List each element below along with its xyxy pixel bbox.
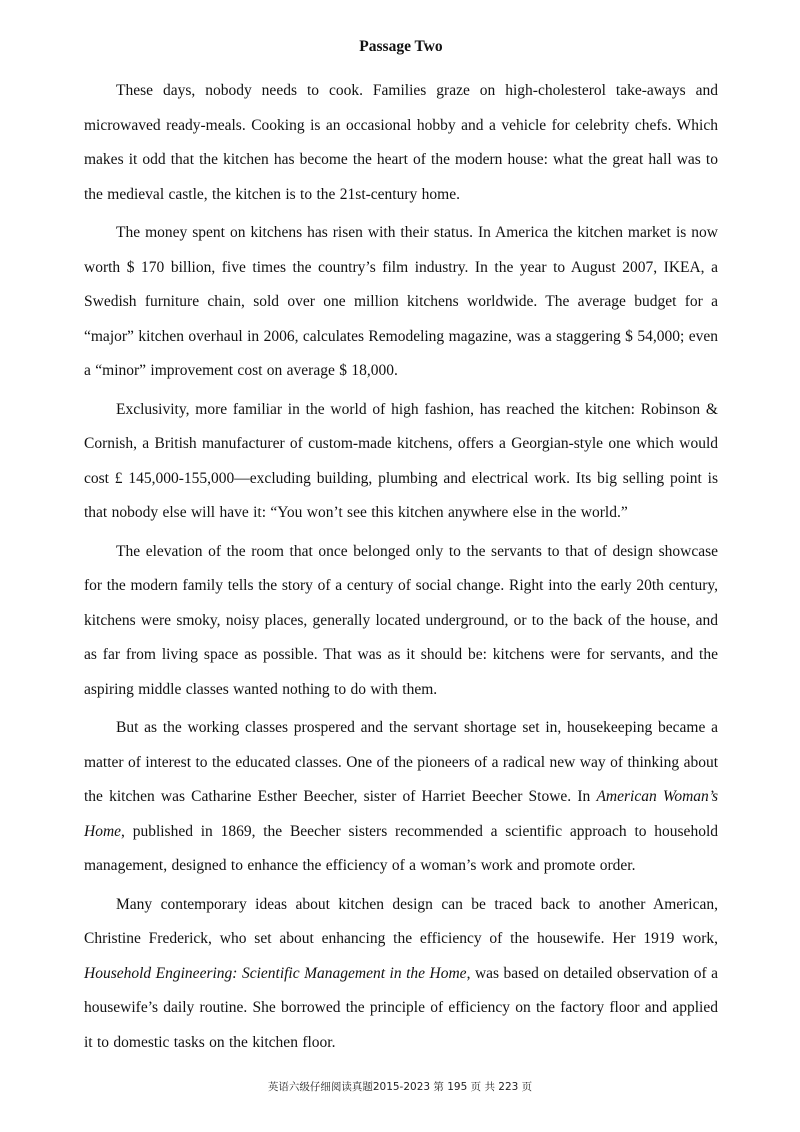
paragraph-1: These days, nobody needs to cook. Families graze on high-cholesterol take-aways and microwaved ready-meals. Cooking is an occasional hobby and a vehicle for celebrity chefs. Which makes it odd that the kitchen has become the heart of the modern house: what the great hall was to the medieval castle, the kitchen is to the 21st-century home.	[84, 82, 718, 203]
paragraph-2: The money spent on kitchens has risen with their status. In America the kitchen market is now worth $ 170 billion, five times the country’s film industry. In the year to August 2007, IKEA, a Swedish furniture chain, sold over one million kitchens worldwide. The average budget for a “major” kitchen overhaul in 2006, calculates Remodeling magazine, was a staggering $ 54,000; even a “minor” improvement cost on average $ 18,000.	[84, 224, 718, 379]
book-title-household-engineering: Household Engineering: Scientific Management in the Home	[84, 964, 467, 982]
passage-title: Passage Two	[359, 38, 443, 55]
paragraph-5-text-after: , published in 1869, the Beecher sisters recommended a scientific approach to household management, designed to enhance the efficiency of a woman’s work and promote order.	[84, 822, 718, 874]
paragraph-4: The elevation of the room that once belonged only to the servants to that of design showcase for the modern family tells the story of a century of social change. Right into the early 20th century, kitchens were smoky, noisy places, generally located underground, or to the back of the house, and as far from living space as possible. That was as it should be: kitchens were for servants, and the aspiring middle classes wanted nothing to do with them.	[84, 542, 718, 698]
paragraph-5	[84, 711, 718, 884]
book-title-american-womans-home: American Woman’s Home	[84, 788, 718, 840]
page-footer: 英语六级仔细阅读真题2015-2023 第 195 页 共 223 页	[267, 1081, 533, 1093]
paragraph-6-text-before: Many contemporary ideas about kitchen design can be traced back to another American, Christine Frederick, who set about enhancing the efficiency of the housewife. Her 1919 work,	[84, 895, 718, 947]
document-page	[84, 36, 718, 1060]
paragraph-5-text-before: But as the working classes prospered and the servant shortage set in, housekeeping became a matter of interest to the educated classes. One of the pioneers of a radical new way of thinking about the kitchen was Catharine Esther Beecher, sister of Harriet Beecher Stowe. In	[84, 719, 718, 805]
paragraph-6-text-after: , was based on detailed observation of a housewife’s daily routine. She borrowed the principle of efficiency on the factory floor and applied it to domestic tasks on the kitchen floor.	[84, 964, 719, 1051]
paragraph-3: Exclusivity, more familiar in the world of high fashion, has reached the kitchen: Robinson & Cornish, a British manufacturer of custom-made kitchens, offers a Georgian-style one which would cost £ 145,000-155,000—excluding building, plumbing and electrical work. Its big selling point is that nobody else will have it: “You won’t see this kitchen anywhere else in the world.”	[84, 400, 718, 521]
paragraph-6	[84, 888, 718, 1061]
